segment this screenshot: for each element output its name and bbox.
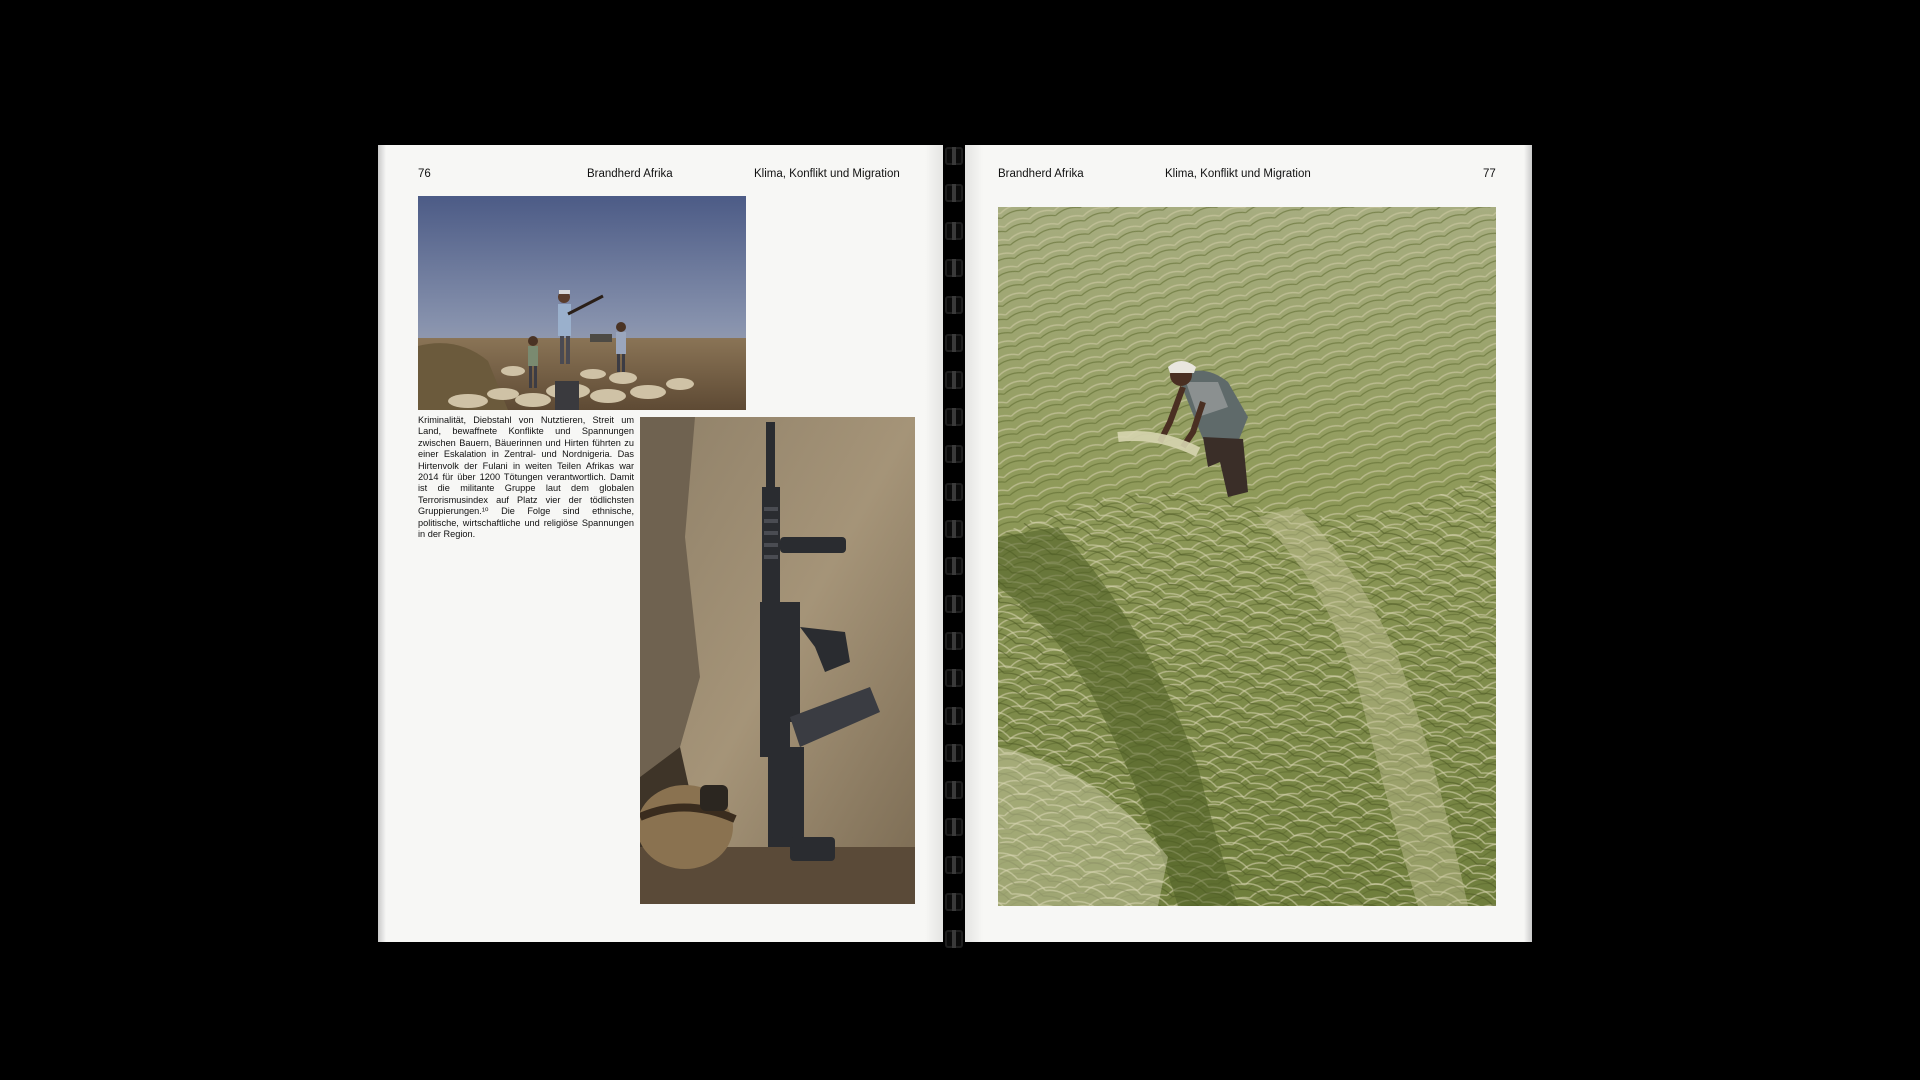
running-head-title: Klima, Konflikt und Migration	[754, 168, 900, 180]
page-edge-shadow	[378, 145, 386, 942]
spiral-coil	[945, 595, 963, 613]
spiral-coil	[945, 334, 963, 352]
photo-caption: Kriminalität, Diebstahl von Nutztieren, Streit um Land, bewaffnete Konflikte und Spannungen zwischen Bauern, Bäuerinnen und Hirten führten zu einer Eskalation in Zentral- und Nordnigeria. Das Hirtenvolk der Fulani in weiten Teilen Afrikas war 2014 für über 1200 Tötungen verantwortlich. Damit ist die militante Gruppe laut dem globalen Terrorismusindex auf Platz vier der tödlichsten Gruppierungen.¹⁰ Die Folge sind ethnische, politische, wirtschaftliche und religiöse Spannungen in der Region.	[418, 415, 634, 540]
page-number-left: 76	[418, 168, 431, 180]
spiral-coil	[945, 818, 963, 836]
spiral-coil	[945, 483, 963, 501]
spiral-binding	[943, 145, 965, 942]
spiral-coil	[945, 259, 963, 277]
spiral-coil	[945, 445, 963, 463]
farmer-in-flattened-grass-photo	[998, 207, 1496, 906]
spiral-coil	[945, 781, 963, 799]
spiral-coil	[945, 930, 963, 948]
running-head-section: Brandherd Afrika	[998, 168, 1084, 180]
gutter-shadow	[925, 145, 943, 942]
spiral-coil	[945, 371, 963, 389]
desert-men-with-rifle-photo	[418, 196, 746, 410]
running-head-title: Klima, Konflikt und Migration	[1165, 168, 1311, 180]
spiral-coil	[945, 408, 963, 426]
page-edge-shadow	[1524, 145, 1532, 942]
running-head-section: Brandherd Afrika	[587, 168, 673, 180]
spiral-coil	[945, 147, 963, 165]
spiral-coil	[945, 893, 963, 911]
spiral-coil	[945, 520, 963, 538]
spiral-coil	[945, 557, 963, 575]
gutter-shadow	[965, 145, 983, 942]
spiral-coil	[945, 669, 963, 687]
page-number-right: 77	[1483, 168, 1496, 180]
rifle-against-mud-wall-photo	[640, 417, 915, 904]
spiral-coil	[945, 744, 963, 762]
spiral-coil	[945, 632, 963, 650]
left-page	[378, 145, 943, 942]
spiral-coil	[945, 184, 963, 202]
right-page	[965, 145, 1532, 942]
spiral-coil	[945, 222, 963, 240]
spiral-coil	[945, 296, 963, 314]
spiral-coil	[945, 707, 963, 725]
spiral-coil	[945, 856, 963, 874]
